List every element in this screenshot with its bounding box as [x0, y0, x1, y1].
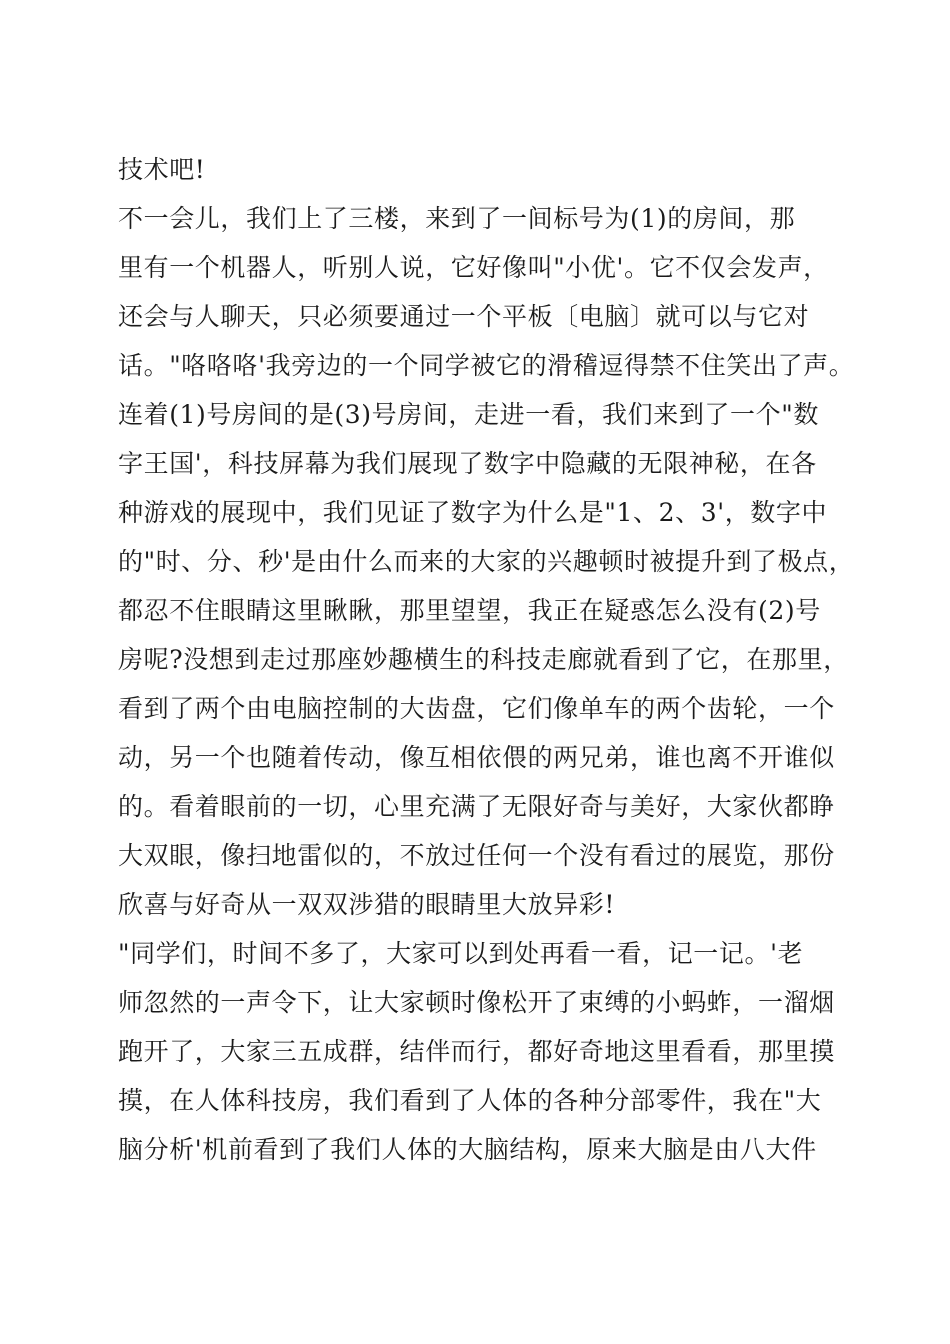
text-line: 不一会儿，我们上了三楼，来到了一间标号为(1)的房间，那 — [118, 204, 796, 233]
text-line: 摸，在人体科技房，我们看到了人体的各种分部零件，我在"大 — [118, 1086, 822, 1115]
text-line: 房呢?没想到走过那座妙趣横生的科技走廊就看到了它，在那里， — [118, 645, 849, 674]
text-line: 话。"咯咯咯'我旁边的一个同学被它的滑稽逗得禁不住笑出了声。 — [118, 351, 855, 380]
text-line: 的"时、分、秒'是由什么而来的大家的兴趣顿时被提升到了极点， — [118, 547, 855, 576]
text-line: 看到了两个由电脑控制的大齿盘，它们像单车的两个齿轮，一个 — [118, 694, 835, 723]
text-line: 的。看着眼前的一切，心里充满了无限好奇与美好，大家伙都睁 — [118, 792, 835, 821]
text-line: 连着(1)号房间的是(3)号房间，走进一看，我们来到了一个"数 — [118, 400, 819, 429]
text-line: 师忽然的一声令下，让大家顿时像松开了束缚的小蚂蚱，一溜烟 — [118, 988, 835, 1017]
text-line: 字王国'，科技屏幕为我们展现了数字中隐藏的无限神秘，在各 — [118, 449, 817, 478]
text-line: 跑开了，大家三五成群，结伴而行，都好奇地这里看看，那里摸 — [118, 1037, 835, 1066]
text-line: 动，另一个也随着传动，像互相依偎的两兄弟，谁也离不开谁似 — [118, 743, 835, 772]
text-line: 都忍不住眼睛这里瞅瞅，那里望望，我正在疑惑怎么没有(2)号 — [118, 596, 821, 625]
text-line: 种游戏的展现中，我们见证了数字为什么是"1、2、3'，数字中 — [118, 498, 828, 527]
text-line: 脑分析'机前看到了我们人体的大脑结构，原来大脑是由八大件 — [118, 1135, 817, 1164]
text-line: 里有一个机器人，听别人说，它好像叫"小优'。它不仅会发声， — [118, 253, 829, 282]
article-text — [118, 145, 858, 1174]
text-line: 欣喜与好奇从一双双涉猎的眼睛里大放异彩! — [118, 890, 616, 919]
text-line: 大双眼，像扫地雷似的，不放过任何一个没有看过的展览，那份 — [118, 841, 835, 870]
text-line: 技术吧! — [118, 155, 206, 184]
text-line: 还会与人聊天，只必须要通过一个平板〔电脑〕就可以与它对 — [118, 302, 810, 331]
text-line: "同学们，时间不多了，大家可以到处再看一看，记一记。'老 — [118, 939, 804, 968]
